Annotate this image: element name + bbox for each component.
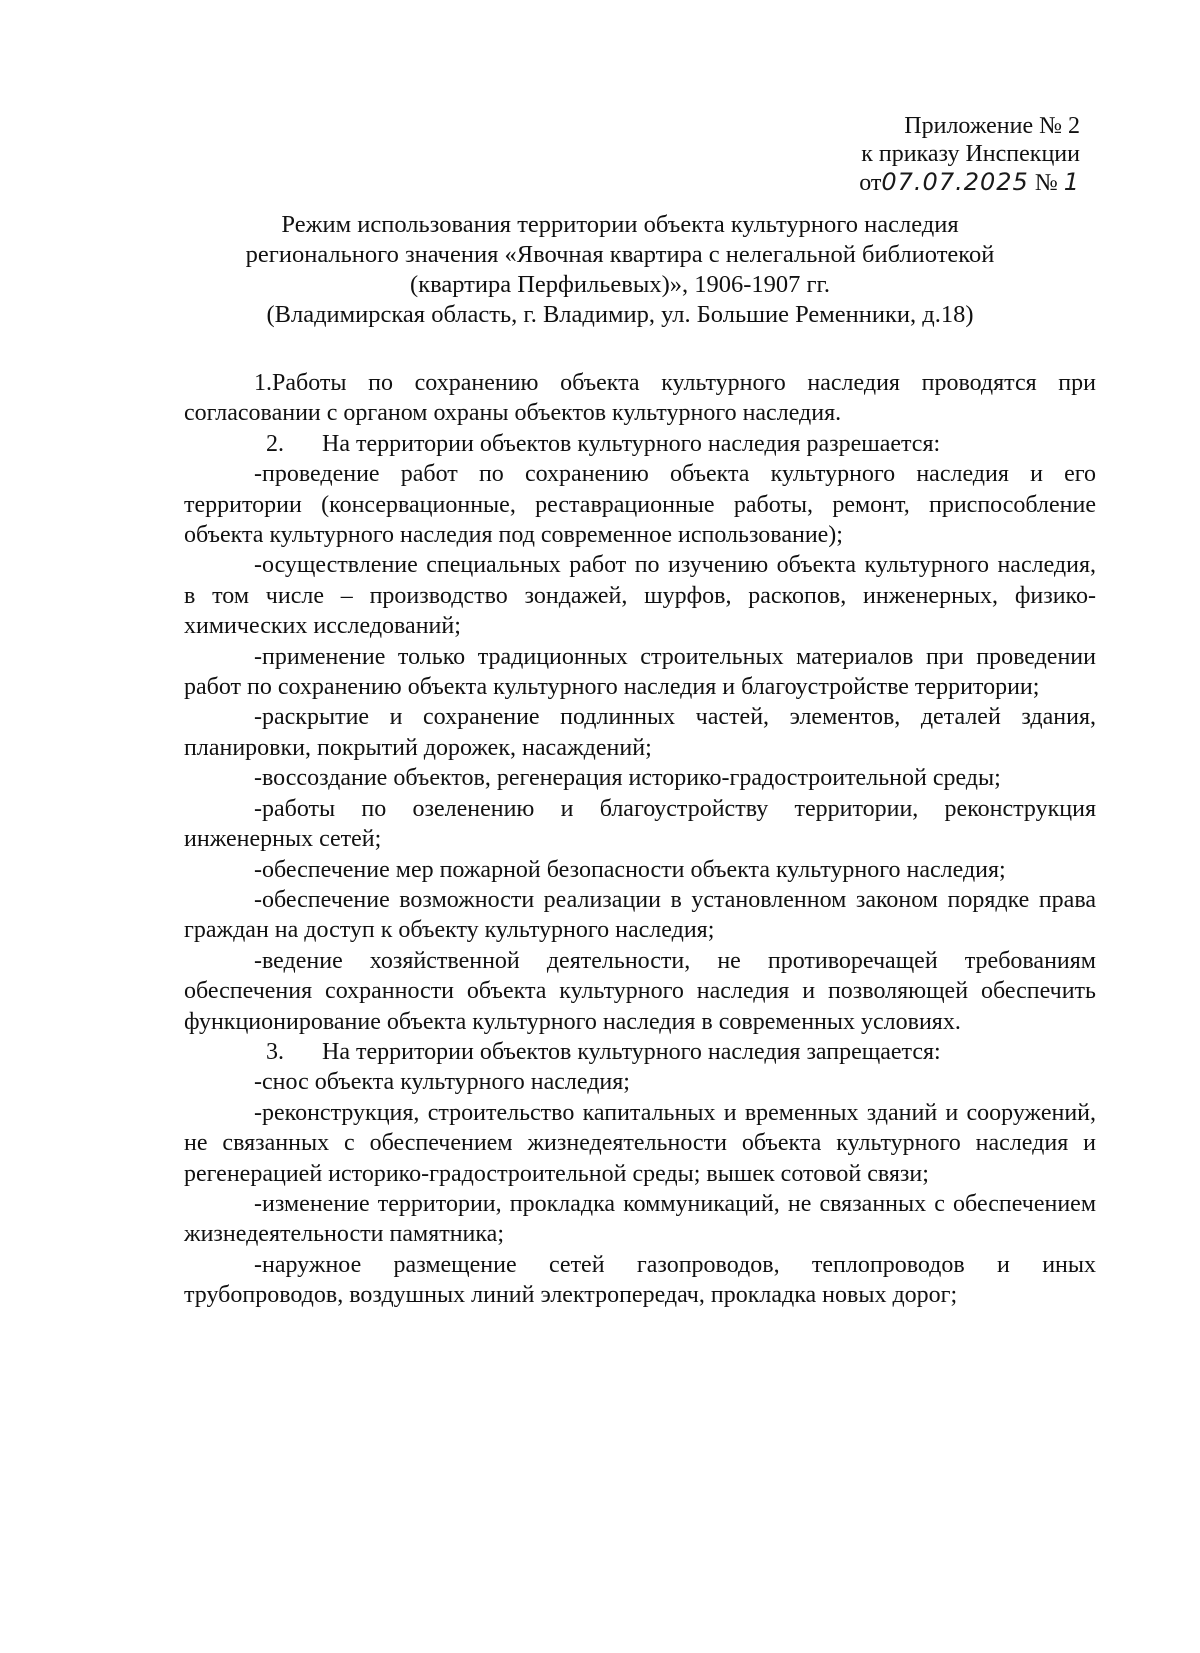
title-line-3: (квартира Перфильевых)», 1906-1907 гг. (410, 271, 830, 298)
list-item-permitted-2: -осуществление специальных работ по изучению объекта культурного наследия, в том числе – производство зондажей, шурфов, раскопов, инженерных, физико-химических исследований; (184, 552, 1096, 640)
appendix-header (859, 112, 1080, 197)
document-body (184, 368, 1096, 1311)
paragraph-2-text: На территории объектов культурного наследия разрешается: (322, 430, 941, 457)
title-line-1: Режим использования территории объекта культурного наследия (281, 211, 959, 238)
paragraph-3-number: 3. (266, 1038, 284, 1065)
document-title (180, 210, 1060, 330)
list-item-prohibited-3: -изменение территории, прокладка коммуникаций, не связанных с обеспечением жизнедеятельности памятника; (184, 1190, 1096, 1248)
list-item-permitted-8: -обеспечение возможности реализации в установленном законом порядке права граждан на доступ к объекту культурного наследия; (184, 886, 1096, 944)
title-address: (Владимирская область, г. Владимир, ул. Большие Ременники, д.18) (266, 301, 974, 328)
appendix-number: Приложение № 2 (904, 113, 1080, 139)
paragraph-2 (184, 429, 1096, 459)
list-item-permitted-5: -воссоздание объектов, регенерация историко-градостроительной среды; (254, 765, 1001, 792)
paragraph-2-number: 2. (266, 430, 284, 457)
paragraph-3-text: На территории объектов культурного наследия запрещается: (322, 1038, 941, 1065)
list-item-permitted-7: -обеспечение мер пожарной безопасности объекта культурного наследия; (254, 856, 1006, 883)
list-item-permitted-3: -применение только традиционных строительных материалов при проведении работ по сохранению объекта культурного наследия и благоустройстве территории; (184, 643, 1096, 701)
paragraph-1: 1.Работы по сохранению объекта культурного наследия проводятся при согласовании с органом охраны объектов культурного наследия. (184, 370, 1096, 427)
title-line-2: регионального значения «Явочная квартира с нелегальной библиотекой (245, 241, 995, 268)
list-item-prohibited-1: -снос объекта культурного наследия; (254, 1069, 630, 1096)
appendix-order-ref: к приказу Инспекции (861, 141, 1080, 167)
list-item-permitted-1: -проведение работ по сохранению объекта культурного наследия и его территории (консервационные, реставрационные работы, ремонт, приспособление объекта культурного наследия под современное использование); (184, 461, 1096, 549)
list-item-permitted-4: -раскрытие и сохранение подлинных частей, элементов, деталей здания, планировки, покрытий дорожек, насаждений; (184, 704, 1096, 761)
paragraph-3 (184, 1037, 1096, 1067)
list-item-prohibited-4: -наружное размещение сетей газопроводов, теплопроводов и иных трубопроводов, воздушных линий электропередач, прокладка новых дорог; (184, 1251, 1096, 1309)
list-item-permitted-6: -работы по озеленению и благоустройству территории, реконструкция инженерных сетей; (184, 795, 1096, 853)
list-item-prohibited-2: -реконструкция, строительство капитальных и временных зданий и сооружений, не связанных с обеспечением жизнедеятельности объекта культурного наследия и регенерацией историко-градостроительной среды; вышек сотовой связи; (184, 1099, 1096, 1187)
handwritten-number: 1 (1063, 168, 1080, 196)
date-prefix: от (859, 170, 882, 196)
list-item-permitted-9: -ведение хозяйственной деятельности, не противоречащей требованиям обеспечения сохранности объекта культурного наследия и позволяющей обеспечить функционирование объекта культурного наследия в современных условиях. (184, 947, 1096, 1035)
handwritten-date: 07.07.2025 (881, 168, 1029, 196)
appendix-date-line (859, 168, 1080, 197)
number-prefix: № (1034, 170, 1058, 196)
